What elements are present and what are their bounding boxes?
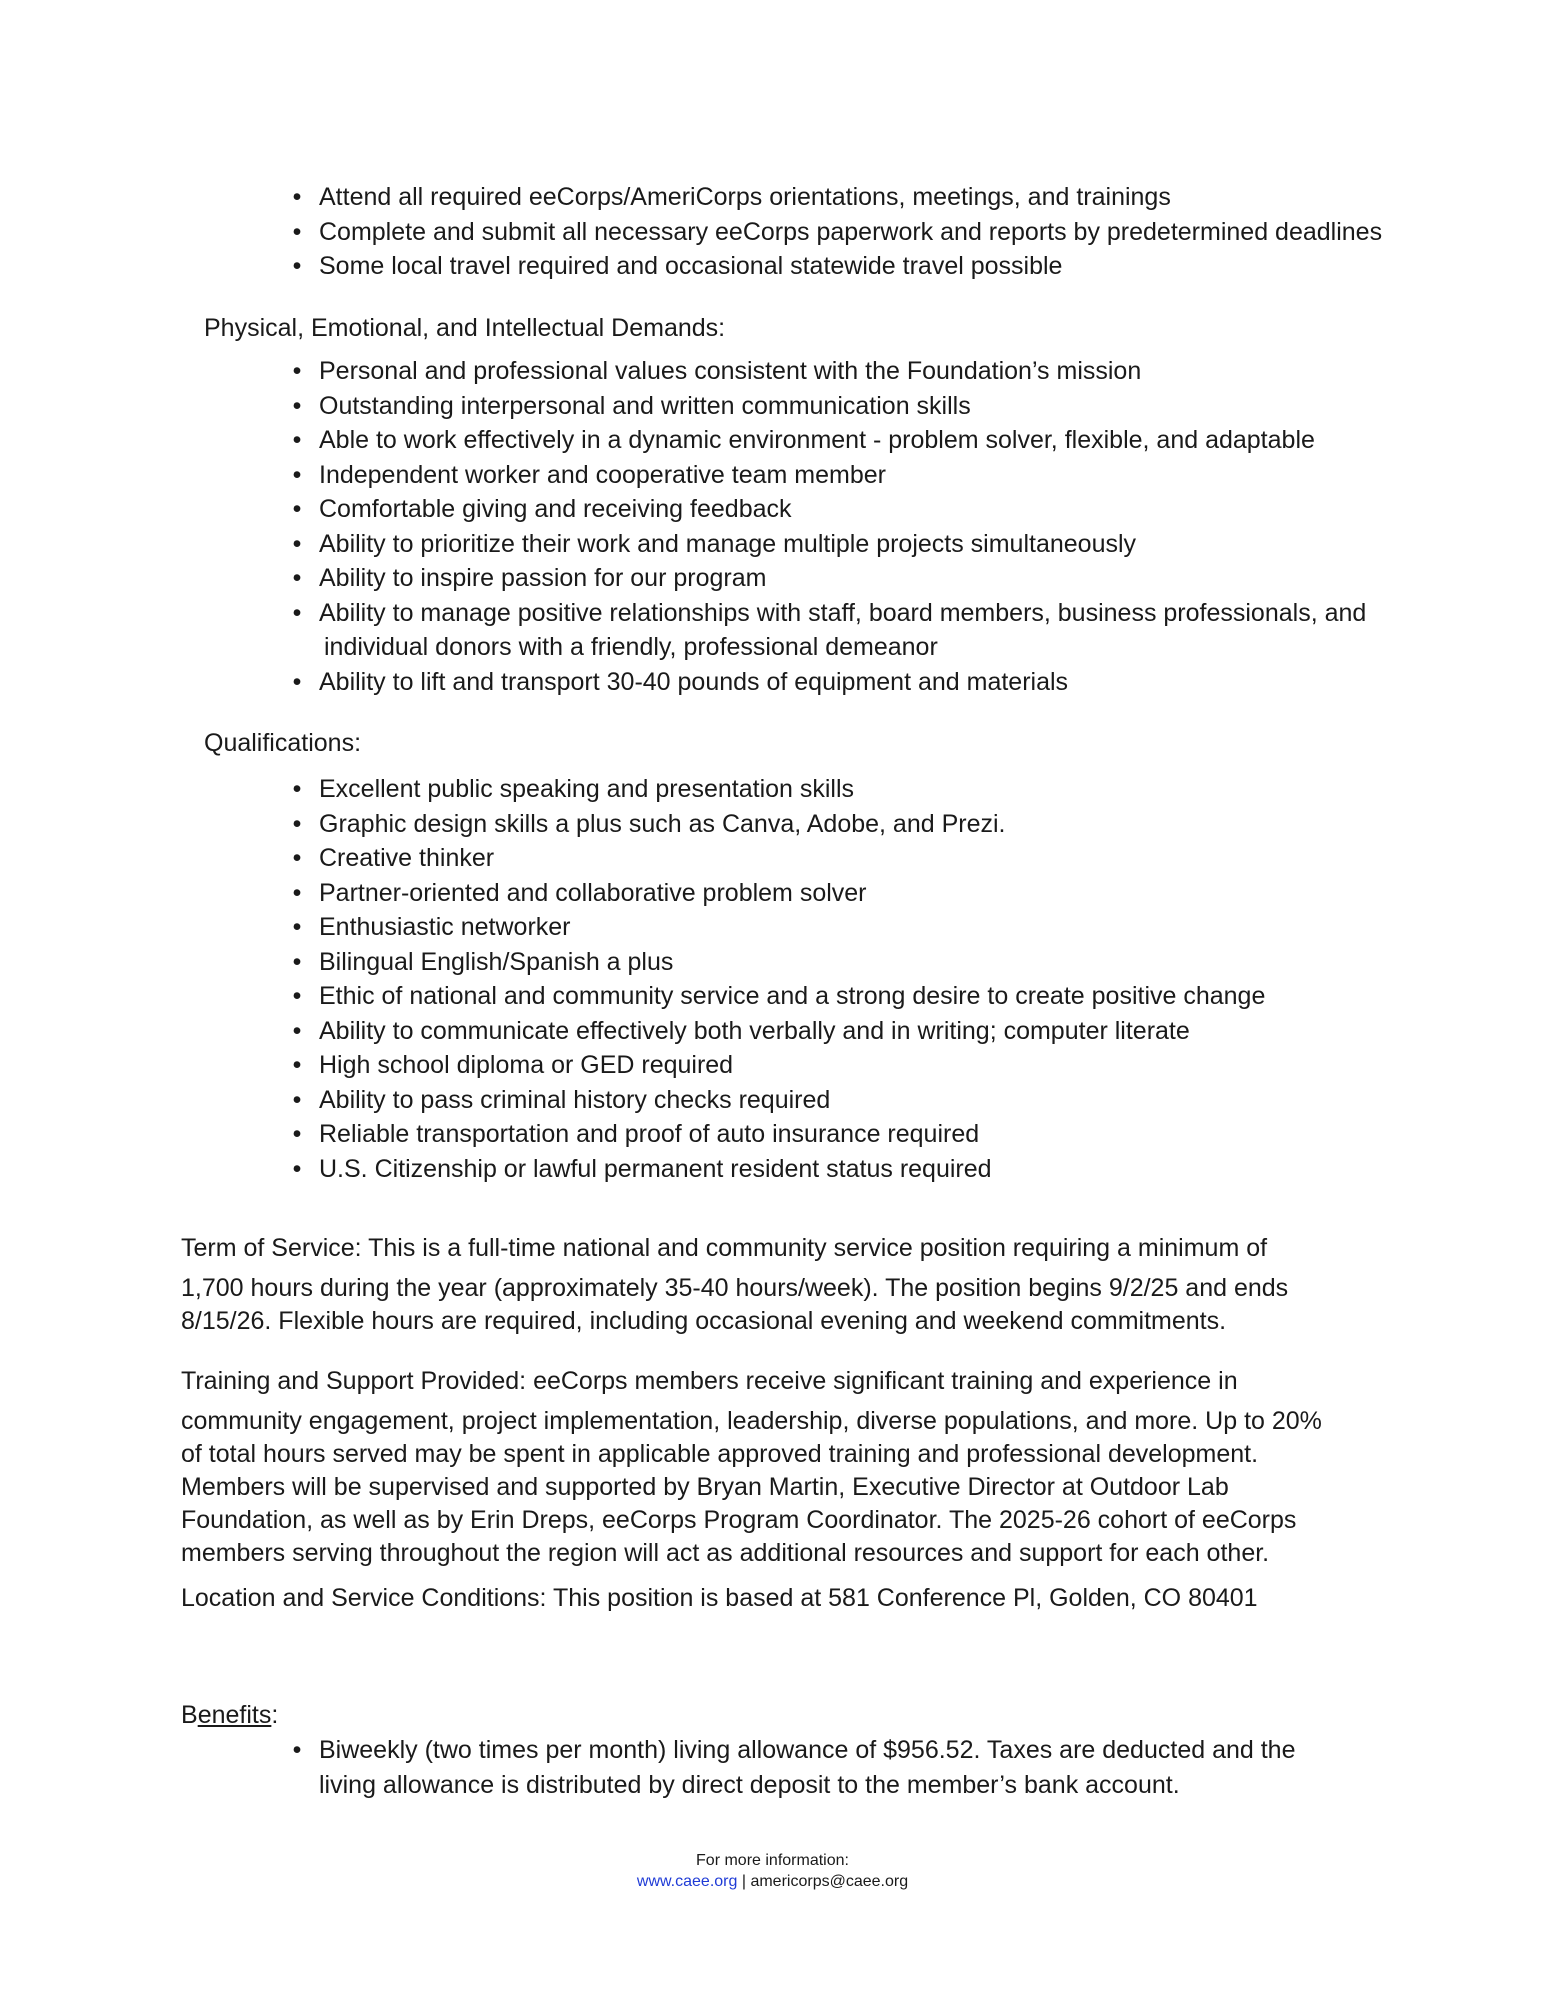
list-item: • Biweekly (two times per month) living allowance of $956.52. Taxes are deducted and the living allowance is distributed by direct deposit to the member’s bank account. [290, 1733, 1440, 1802]
bullet-icon: • [292, 252, 302, 280]
list-item: • Bilingual English/Spanish a plus [290, 945, 1440, 980]
list-item: • High school diploma or GED required [290, 1048, 1440, 1083]
bullet-icon: • [292, 878, 302, 907]
qualifications-list [290, 772, 1440, 1186]
bullet-icon: • [292, 775, 302, 803]
bullet-icon: • [292, 913, 302, 941]
bullet-icon: • [292, 982, 302, 1010]
bullet-icon: • [292, 1051, 302, 1079]
list-item: • Some local travel required and occasional statewide travel possible [290, 249, 1440, 284]
bullet-icon: • [292, 217, 302, 246]
bullet-icon: • [292, 391, 302, 420]
bullet-icon: • [292, 809, 302, 838]
paragraph-line: community engagement, project implementation, leadership, diverse populations, and more. Up to 20% [181, 1407, 1322, 1435]
list-item: • Creative thinker [290, 841, 1440, 876]
list-item: • Enthusiastic networker [290, 910, 1440, 945]
paragraph-line: Training and Support Provided: eeCorps members receive significant training and experience in [181, 1367, 1238, 1395]
list-item: • U.S. Citizenship or lawful permanent resident status required [290, 1152, 1440, 1187]
list-item: • Personal and professional values consistent with the Foundation’s mission [290, 354, 1440, 389]
list-item: • Independent worker and cooperative team member [290, 458, 1440, 493]
list-item: • Attend all required eeCorps/AmeriCorps orientations, meetings, and trainings [290, 180, 1440, 215]
bullet-icon: • [292, 529, 302, 558]
footer-contact [0, 1871, 1545, 1892]
list-item: • Reliable transportation and proof of auto insurance required [290, 1117, 1440, 1152]
list-item-continuation: individual donors with a friendly, professional demeanor [324, 633, 938, 661]
email-text: americorps@caee.org [750, 1873, 909, 1890]
duties-list [290, 180, 1440, 284]
list-item: • Graphic design skills a plus such as Canva, Adobe, and Prezi. [290, 807, 1440, 842]
bullet-icon: • [292, 460, 302, 489]
demands-list [290, 354, 1440, 699]
list-item: • Ethic of national and community service and a strong desire to create positive change [290, 979, 1440, 1014]
bullet-icon: • [292, 1016, 302, 1045]
benefits-list [290, 1733, 1440, 1802]
list-item: • Comfortable giving and receiving feedback [290, 492, 1440, 527]
bullet-icon: • [292, 426, 302, 454]
list-item: • Complete and submit all necessary eeCorps paperwork and reports by predetermined deadlines [290, 215, 1440, 250]
training-support-paragraph [181, 1365, 1421, 1570]
paragraph-line: of total hours served may be spent in applicable approved training and professional development. [181, 1440, 1259, 1468]
bullet-icon: • [292, 1736, 302, 1764]
list-item: • Ability to manage positive relationships with staff, board members, business professionals, and individual donors with a friendly, professional demeanor [290, 596, 1440, 665]
website-link[interactable]: www.caee.org [636, 1873, 738, 1890]
bullet-icon: • [292, 1120, 302, 1148]
bullet-icon: • [292, 1154, 302, 1183]
bullet-icon: • [292, 1085, 302, 1114]
bullet-icon: • [292, 947, 302, 976]
list-item: • Ability to pass criminal history checks required [290, 1083, 1440, 1118]
bullet-icon: • [292, 667, 302, 696]
paragraph-line: Location and Service Conditions: This position is based at 581 Conference Pl, Golden, CO 80401 [181, 1584, 1258, 1612]
bullet-icon: • [292, 357, 302, 385]
paragraph-line: Members will be supervised and supported by Bryan Martin, Executive Director at Outdoor Lab [181, 1473, 1229, 1501]
bullet-icon: • [292, 564, 302, 592]
paragraph-line: Term of Service: This is a full-time national and community service position requiring a minimum of [181, 1234, 1268, 1262]
list-item: • Ability to communicate effectively both verbally and in writing; computer literate [290, 1014, 1440, 1049]
term-of-service-paragraph [181, 1232, 1421, 1338]
list-item-continuation: living allowance is distributed by direct deposit to the member’s bank account. [319, 1770, 1180, 1799]
paragraph-line: 8/15/26. Flexible hours are required, including occasional evening and weekend commitments. [181, 1307, 1227, 1335]
paragraph-line: members serving throughout the region will act as additional resources and support for each other. [181, 1539, 1270, 1567]
footer-separator: | [741, 1873, 746, 1890]
bullet-icon: • [292, 844, 302, 872]
footer-label: For more information: [696, 1852, 849, 1869]
list-item: • Excellent public speaking and presentation skills [290, 772, 1440, 807]
benefits-heading: Benefits: [181, 1701, 279, 1729]
list-item: • Ability to inspire passion for our program [290, 561, 1440, 596]
location-paragraph [181, 1582, 1421, 1615]
list-item: • Able to work effectively in a dynamic environment - problem solver, flexible, and adaptable [290, 423, 1440, 458]
demands-heading: Physical, Emotional, and Intellectual Demands: [204, 314, 726, 342]
paragraph-line: Foundation, as well as by Erin Dreps, eeCorps Program Coordinator. The 2025-26 cohort of eeCorps [181, 1506, 1297, 1534]
paragraph-line: 1,700 hours during the year (approximately 35-40 hours/week). The position begins 9/2/25 and ends [181, 1274, 1289, 1302]
list-item: • Ability to lift and transport 30-40 pounds of equipment and materials [290, 665, 1440, 700]
list-item: • Ability to prioritize their work and manage multiple projects simultaneously [290, 527, 1440, 562]
footer [0, 1850, 1545, 1892]
list-item: • Partner-oriented and collaborative problem solver [290, 876, 1440, 911]
bullet-icon: • [292, 495, 302, 523]
bullet-icon: • [292, 183, 302, 211]
bullet-icon: • [292, 598, 302, 627]
list-item: • Outstanding interpersonal and written communication skills [290, 389, 1440, 424]
qualifications-heading: Qualifications: [204, 729, 362, 757]
